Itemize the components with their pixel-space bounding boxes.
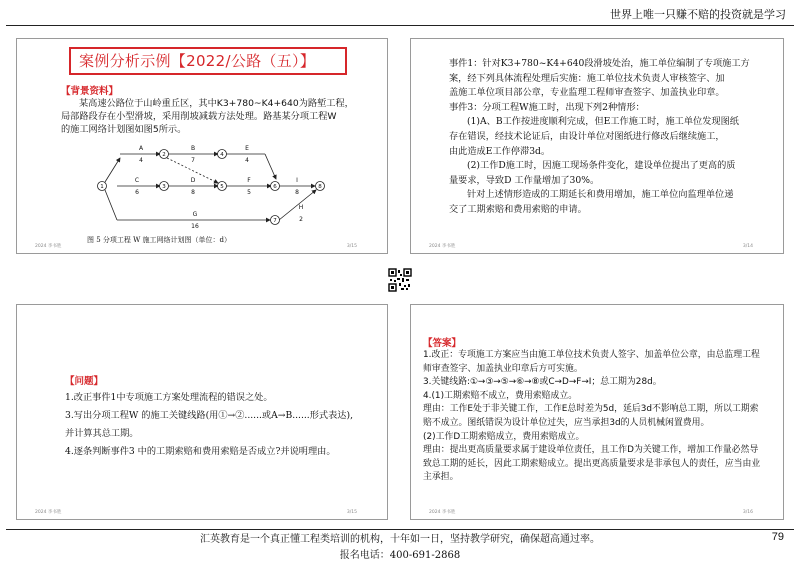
slide-footer-right: 3/16 <box>742 510 753 515</box>
slide-background <box>410 38 784 254</box>
activity-name: D <box>190 177 196 184</box>
node-label: 5 <box>220 184 224 190</box>
slide-footer-right: 3/14 <box>742 244 753 249</box>
answer-line: 主承担。 <box>423 472 459 483</box>
header-divider <box>6 25 794 26</box>
slide-background <box>16 304 388 520</box>
node-label: 1 <box>100 184 104 190</box>
slide-background <box>16 38 388 254</box>
question-item: 并计算其总工期。 <box>65 428 139 439</box>
answer-line: 理由：工作E处于非关键工作，工作E总时差为5d，延后3d不影响总工期，所以工期索 <box>423 404 759 415</box>
answer-line: 3.关键线路:①→③→⑤→⑥→⑧或C→D→F→I；总工期为28d。 <box>423 377 662 388</box>
text-line: 事件1：针对K3+780~K4+640段滑坡处治，施工单位编制了专项施工方 <box>449 58 750 69</box>
activity-duration: 16 <box>191 223 199 230</box>
slide-footer-left: 2024 李书胜 <box>429 510 456 515</box>
text-line: 交了工期索赔和费用索赔的申请。 <box>449 203 587 215</box>
question-item: 3.写出分项工程W 的施工关键线路(用①→②......或A→B......形式表达), <box>65 410 353 421</box>
text-line: 案，经下列具体流程处理后实施：施工单位技术负责人审核签字、加 <box>449 72 725 84</box>
activity-name: A <box>138 145 144 152</box>
activity-duration: 2 <box>299 216 303 223</box>
figure-caption: 图 5 分项工程 W 施工网络计划图（单位：d） <box>87 236 232 244</box>
activity-duration: 5 <box>247 189 251 196</box>
slide-footer-right: 3/15 <box>346 510 357 515</box>
activity-name: C <box>134 177 140 184</box>
qr-code <box>388 268 412 292</box>
footer-phone: 报名电话：400-691-2868 <box>339 550 461 561</box>
text-line: 事件3：分项工程W施工时，出现下列2种情形： <box>449 101 645 113</box>
question-item: 1.改正事件1中专项施工方案处理流程的错误之处。 <box>65 392 273 403</box>
paragraph-line: 某高速公路位于山岭重丘区，其中K3+780~K4+640为路堑工程， <box>79 98 354 109</box>
question-item: 4.逐条判断事件3 中的工期索赔和费用索赔是否成立?并说明理由。 <box>65 446 336 457</box>
slide-footer-left: 2024 李书胜 <box>429 244 456 249</box>
node-label: 2 <box>162 152 166 158</box>
background-paragraph <box>61 97 386 136</box>
activity-duration: 8 <box>191 189 195 196</box>
answer-line: 赔不成立。图纸错误为设计单位过失，应当承担3d的人员机械闲置费用。 <box>423 417 710 428</box>
events-text <box>449 57 779 218</box>
activity-duration: 4 <box>139 157 143 164</box>
answer-line: 1.改正：专项施工方案应当由施工单位技术负责人签字、加盖单位公章，由总监理工程 <box>423 350 760 360</box>
text-line: 盖施工单位项目部公章，专业监理工程师审查签字、加盖执业印章。 <box>449 87 725 99</box>
background-label: 【背景资料】 <box>61 86 119 97</box>
text-line: 针对上述情形造成的工期延长和费用增加，施工单位向监理单位递 <box>467 189 734 201</box>
activity-name: F <box>247 177 251 184</box>
activity-name: G <box>192 211 198 218</box>
node-label: 7 <box>273 218 277 224</box>
text-line: 量要求，导致D 工作量增加了30%。 <box>449 174 600 186</box>
activity-duration: 6 <box>135 189 139 196</box>
activity-duration: 8 <box>295 189 299 196</box>
node-label: 6 <box>273 184 277 190</box>
activity-name: B <box>190 145 196 152</box>
arrow-A <box>105 158 120 182</box>
footer-slogan: 汇英教育是一个真正懂工程类培训的机构，十年如一日，坚持教学研究，确保超高通过率。 <box>200 534 600 545</box>
slide-footer-left: 2024 李书胜 <box>35 510 62 515</box>
slide-footer-right: 3/15 <box>346 244 357 249</box>
answer-label: 【答案】 <box>423 338 462 349</box>
answer-line: 致总工期的延长，因此工期索赔成立。提出更高质量要求是非承包人的责任，应当由业 <box>423 458 761 469</box>
answer-line: (2)工作D工期索赔成立，费用索赔成立。 <box>423 431 585 442</box>
slide-title: 案例分析示例【2022/公路（五）】 <box>69 47 347 75</box>
answer-line: 理由：提出更高质量要求属于建设单位责任，且工作D为关键工作，增加工作量必然导 <box>423 445 759 456</box>
header-slogan: 世界上唯一只赚不赔的投资就是学习 <box>610 8 786 21</box>
activity-duration: 4 <box>245 157 249 164</box>
text-line: 由此造成E工作停滞3d。 <box>449 145 551 157</box>
question-label: 【问题】 <box>65 376 104 387</box>
node-label: 8 <box>318 184 322 190</box>
node-label: 3 <box>162 184 166 190</box>
text-line: 存在错误，经技术论证后，由设计单位对图纸进行修改后继续施工， <box>449 130 725 142</box>
activity-name: E <box>245 145 249 152</box>
answers <box>423 349 781 485</box>
paragraph-line: 的施工网络计划图如图5所示。 <box>61 124 187 135</box>
arrow-G <box>105 190 117 220</box>
activity-name: H <box>298 204 304 211</box>
arrow-E-down <box>265 154 276 179</box>
text-line: (1)A、B工作按进度顺利完成，但E工作施工时，施工单位发现图纸 <box>467 116 739 128</box>
network-diagram <box>87 139 327 237</box>
node-label: 4 <box>220 152 224 158</box>
paragraph-line: 局部路段存在小型滑坡，采用削坡减载方法处理。路基某分项工程W <box>61 111 337 122</box>
page-number: 79 <box>771 531 784 543</box>
questions <box>65 389 385 461</box>
activity-name: I <box>296 177 298 184</box>
activity-duration: 7 <box>191 157 195 164</box>
text-line: (2)工作D施工时，因施工现场条件变化，建设单位提出了更高的质 <box>467 160 736 172</box>
answer-line: 4.(1)工期索赔不成立，费用索赔成立。 <box>423 390 578 401</box>
answer-line: 师审查签字、加盖执业印章后方可实施。 <box>423 363 583 374</box>
slide-background <box>410 304 784 520</box>
slide-footer-left: 2024 李书胜 <box>35 244 62 249</box>
